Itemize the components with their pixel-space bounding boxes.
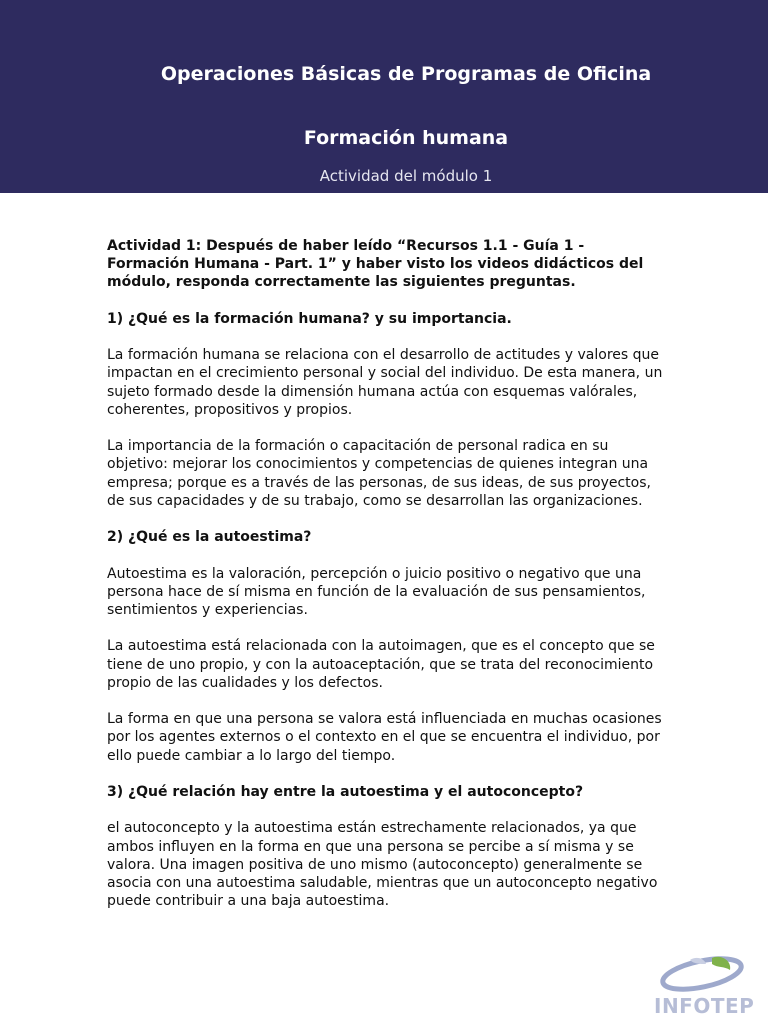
document-subtitle: Formación humana — [303, 127, 509, 149]
question-3: 3) ¿Qué relación hay entre la autoestima y el autoconcepto? — [107, 783, 584, 800]
answer-3-paragraph-1: el autoconcepto y la autoestima están estrechamente relacionados, ya que ambos influyen en la forma en que una persona se percibe a sí misma y se valora. Una imagen positiva de uno mismo (autoconcepto) generalmente se asocia con una autoestima saludable, mientras que un autoconcepto negativo puede contribuir a una baja autoestima. — [107, 820, 658, 910]
answer-1-paragraph-2: La importancia de la formación o capacitación de personal radica en su objetivo: mejorar los conocimientos y competencias de quienes integran una empresa; porque es a través de las personas, de sus ideas, de sus proyectos, de sus capacidades y de su trabajo, como se desarrollan las organizaciones. — [107, 438, 651, 509]
activity-label: Actividad del módulo 1 — [319, 167, 493, 185]
answer-1-paragraph-1: La formación humana se relaciona con el desarrollo de actitudes y valores que impactan en el crecimiento personal y social del individuo. De esta manera, un sujeto formado desde la dimensión humana actúa con esquemas valórales, coherentes, propositivos y propios. — [107, 347, 663, 418]
answer-2-paragraph-3: La forma en que una persona se valora está influenciada en muchas ocasiones por los agentes externos o el contexto en el que se encuentra el individuo, por ello puede cambiar a lo largo del tiempo. — [107, 711, 662, 764]
answer-2-paragraph-1: Autoestima es la valoración, percepción o juicio positivo o negativo que una persona hace de sí misma en función de la evaluación de sus pensamientos, sentimientos y experiencias. — [107, 565, 646, 618]
question-2: 2) ¿Qué es la autoestima? — [107, 529, 312, 546]
activity-instructions: Actividad 1: Después de haber leído “Recursos 1.1 - Guía 1 - Formación Humana - Part. 1” y haber visto los videos didácticos del módulo, responda correctamente las siguientes preguntas. — [107, 238, 644, 291]
document-header — [0, 0, 768, 193]
answer-2-paragraph-2: La autoestima está relacionada con la autoimagen, que es el concepto que se tiene de uno propio, y con la autoaceptación, que se trata del reconocimiento propio de las cualidades y los defectos. — [107, 638, 655, 691]
document-title: Operaciones Básicas de Programas de Oficina — [160, 63, 652, 85]
infotep-logo-text: INFOTEP — [654, 994, 755, 1018]
question-1: 1) ¿Qué es la formación humana? y su importancia. — [107, 310, 512, 327]
document-body — [107, 237, 667, 929]
